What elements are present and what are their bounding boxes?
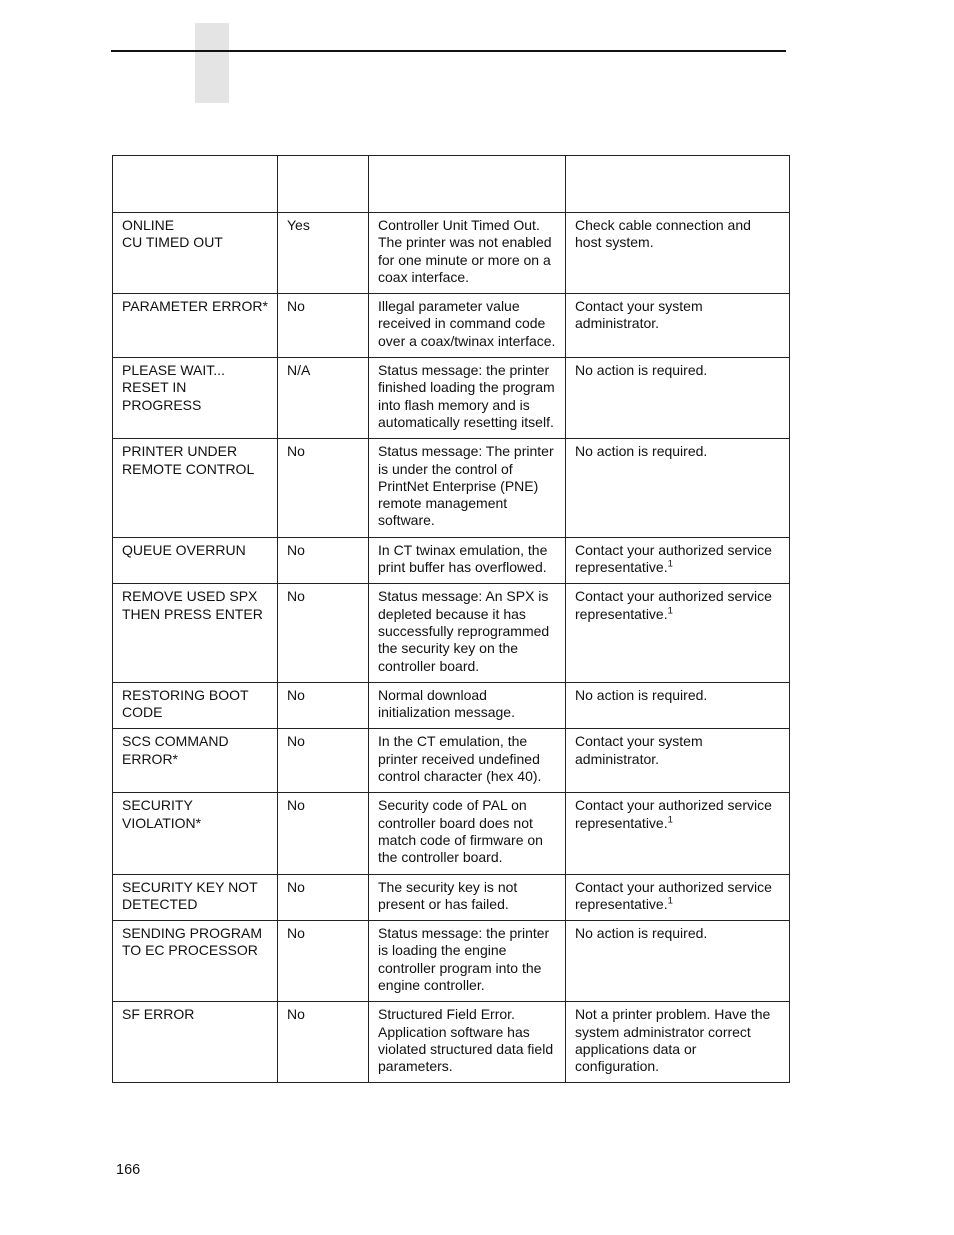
table-row	[113, 584, 790, 682]
displayed-cell	[278, 294, 369, 358]
solution-cell-text: Contact your authorized service representative.	[575, 797, 772, 831]
solution-cell-text: No action is required.	[575, 362, 708, 379]
header-rule	[111, 50, 786, 52]
chapter-tab	[195, 23, 229, 103]
solution-cell	[566, 729, 790, 793]
displayed-cell-text: No	[287, 298, 305, 315]
message-cell	[113, 537, 278, 584]
solution-cell	[566, 537, 790, 584]
solution-cell	[566, 213, 790, 294]
message-cell-text: ONLINE CU TIMED OUT	[122, 217, 223, 251]
explanation-cell-text: Status message: An SPX is depleted because it has successfully reprogrammed the security key on the controller board.	[378, 588, 550, 674]
message-cell-text: RESTORING BOOT CODE	[122, 686, 249, 721]
message-cell	[113, 358, 278, 439]
message-cell-text: PARAMETER ERROR*	[122, 298, 268, 315]
explanation-cell-text: Illegal parameter value received in command code over a coax/twinax interface.	[378, 298, 556, 349]
explanation-cell-text: Normal download initialization message.	[378, 686, 515, 721]
displayed-cell-text: No	[287, 686, 305, 703]
table-row	[113, 537, 790, 584]
displayed-cell	[278, 921, 369, 1002]
explanation-cell	[369, 874, 566, 921]
displayed-cell	[278, 729, 369, 793]
table-row	[113, 294, 790, 358]
footnote-marker: 1	[667, 895, 673, 907]
explanation-cell-text: Status message: the printer finished loading the program into flash memory and is automatically resetting itself.	[378, 362, 555, 430]
displayed-cell-text: No	[287, 925, 305, 942]
displayed-cell	[278, 793, 369, 874]
solution-cell	[566, 682, 790, 729]
message-cell-text: SCS COMMAND ERROR*	[122, 733, 229, 767]
table-row	[113, 729, 790, 793]
solution-cell	[566, 584, 790, 682]
displayed-cell-text: Yes	[287, 217, 310, 233]
page-number: 166	[116, 1162, 141, 1178]
message-cell-text: SECURITY KEY NOT DETECTED	[122, 878, 258, 912]
message-cell	[113, 1002, 278, 1083]
solution-cell	[566, 1002, 790, 1083]
message-cell	[113, 682, 278, 729]
explanation-cell	[369, 213, 566, 294]
table-header-row	[113, 156, 790, 213]
table-row	[113, 874, 790, 921]
solution-cell-text: Check cable connection and host system.	[575, 217, 751, 251]
message-cell	[113, 439, 278, 537]
explanation-cell-text: Controller Unit Timed Out. The printer was not enabled for one minute or more on a coax interface.	[378, 217, 552, 285]
message-cell	[113, 921, 278, 1002]
solution-cell-text: No action is required.	[575, 443, 708, 460]
displayed-cell-text: No	[287, 797, 305, 814]
displayed-cell	[278, 537, 369, 584]
explanation-cell-text: In the CT emulation, the printer received undefined control character (hex 40).	[378, 733, 542, 785]
message-cell-text: SENDING PROGRAM TO EC PROCESSOR	[122, 925, 263, 959]
message-cell	[113, 584, 278, 682]
explanation-cell-text: The security key is not present or has failed.	[378, 878, 518, 912]
explanation-cell	[369, 729, 566, 793]
explanation-cell	[369, 1002, 566, 1083]
footnote-marker: 1	[667, 813, 673, 825]
displayed-cell	[278, 874, 369, 921]
explanation-cell	[369, 921, 566, 1002]
displayed-cell	[278, 584, 369, 682]
message-cell-text: PLEASE WAIT... RESET IN PROGRESS	[122, 362, 225, 413]
explanation-cell	[369, 682, 566, 729]
message-cell-text: REMOVE USED SPX THEN PRESS ENTER	[122, 588, 263, 622]
column-header-explanation	[369, 156, 566, 213]
message-cell-text: QUEUE OVERRUN	[122, 541, 246, 558]
message-cell-text: PRINTER UNDER REMOTE CONTROL	[122, 443, 255, 477]
displayed-cell	[278, 213, 369, 294]
solution-cell-text: No action is required.	[575, 925, 708, 942]
displayed-cell-text: No	[287, 878, 305, 895]
explanation-cell-text: Status message: The printer is under the control of PrintNet Enterprise (PNE) remote management software.	[378, 443, 554, 529]
table-row	[113, 358, 790, 439]
message-table	[112, 155, 790, 1083]
displayed-cell	[278, 439, 369, 537]
explanation-cell	[369, 793, 566, 874]
table-row	[113, 1002, 790, 1083]
displayed-cell-text: No	[287, 443, 305, 460]
table-row	[113, 921, 790, 1002]
message-cell	[113, 874, 278, 921]
table-row	[113, 213, 790, 294]
displayed-cell-text: No	[287, 541, 305, 558]
explanation-cell-text: In CT twinax emulation, the print buffer has overflowed.	[378, 541, 548, 576]
displayed-cell-text: No	[287, 733, 305, 750]
explanation-cell-text: Security code of PAL on controller board does not match code of firmware on the controller board.	[378, 797, 543, 866]
column-header-message	[113, 156, 278, 213]
solution-cell-text: Contact your system administrator.	[575, 733, 703, 767]
message-cell	[113, 729, 278, 793]
explanation-cell	[369, 294, 566, 358]
displayed-cell	[278, 682, 369, 729]
displayed-cell	[278, 1002, 369, 1083]
footnote-marker: 1	[667, 558, 673, 570]
message-cell	[113, 213, 278, 294]
explanation-cell	[369, 537, 566, 584]
column-header-solution	[566, 156, 790, 213]
column-header-displayed	[278, 156, 369, 213]
solution-cell-text: Contact your authorized service representative.	[575, 878, 772, 912]
message-cell	[113, 294, 278, 358]
solution-cell-text: Contact your system administrator.	[575, 298, 703, 332]
solution-cell-text: Contact your authorized service representative.	[575, 588, 772, 622]
table-row	[113, 682, 790, 729]
explanation-cell	[369, 358, 566, 439]
message-cell-text: SECURITY VIOLATION*	[122, 797, 202, 831]
solution-cell-text: Contact your authorized service representative.	[575, 541, 772, 576]
explanation-cell-text: Structured Field Error. Application software has violated structured data field parameters.	[378, 1006, 554, 1075]
displayed-cell	[278, 358, 369, 439]
message-cell-text: SF ERROR	[122, 1006, 195, 1023]
displayed-cell-text: N/A	[287, 362, 311, 379]
displayed-cell-text: No	[287, 588, 305, 605]
solution-cell	[566, 874, 790, 921]
displayed-cell-text: No	[287, 1006, 305, 1023]
solution-cell	[566, 439, 790, 537]
explanation-cell-text: Status message: the printer is loading the engine controller program into the engine controller.	[378, 925, 550, 993]
solution-cell	[566, 921, 790, 1002]
table-row	[113, 439, 790, 537]
footnote-marker: 1	[667, 604, 673, 616]
explanation-cell	[369, 439, 566, 537]
solution-cell-text: No action is required.	[575, 686, 708, 703]
message-cell	[113, 793, 278, 874]
solution-cell	[566, 294, 790, 358]
table-row	[113, 793, 790, 874]
solution-cell	[566, 793, 790, 874]
solution-cell	[566, 358, 790, 439]
solution-cell-text: Not a printer problem. Have the system administrator correct applications data or configuration.	[575, 1006, 771, 1075]
explanation-cell	[369, 584, 566, 682]
